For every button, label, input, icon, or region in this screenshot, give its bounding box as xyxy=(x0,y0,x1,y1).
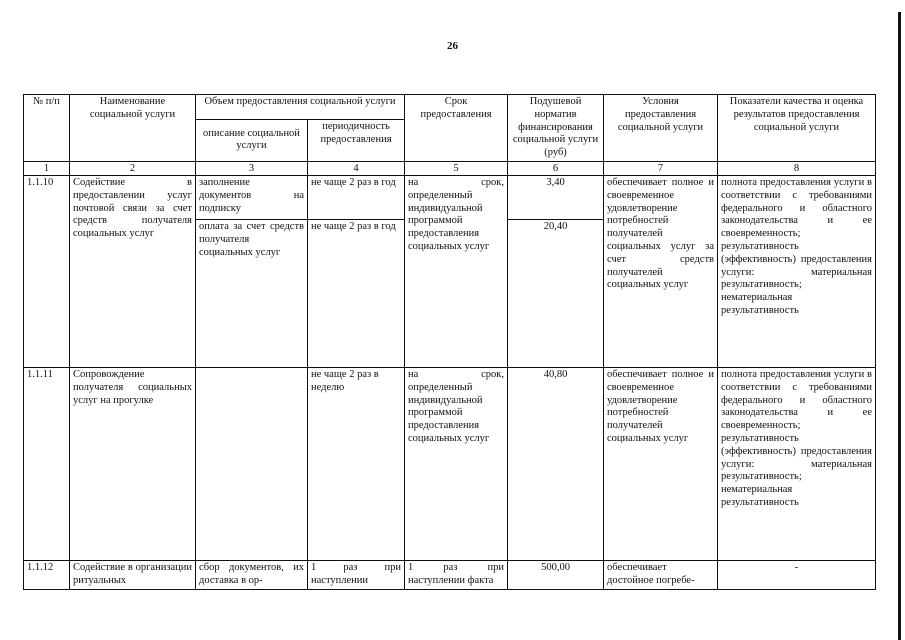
service-term: на срок, определенный индивидуальной программой предоставления социальных услуг xyxy=(405,367,508,560)
service-description xyxy=(196,367,308,560)
column-number: 6 xyxy=(508,161,604,175)
service-conditions: обеспечивает полное и своевременное удовлетворение потребностей получателей социальных услуг xyxy=(604,367,718,560)
quality-indicators: полнота предоставления услуги в соответствии с требованиями федерального и областного законодательства и ее своевременность; результативность (эффективность) предоставления услуги: материальная результативность; нематериальная результативность xyxy=(718,175,876,367)
quality-indicators: полнота предоставления услуги в соответствии с требованиями федерального и областного законодательства и ее своевременность; результативность (эффективность) предоставления услуги: материальная результативность; нематериальная результативность xyxy=(718,367,876,560)
table-row xyxy=(24,175,876,219)
row-number: 1.1.11 xyxy=(24,367,70,560)
row-number: 1.1.12 xyxy=(24,560,70,589)
column-number: 4 xyxy=(308,161,405,175)
service-name: Сопровождение получателя социальных услуг на прогулке xyxy=(70,367,196,560)
service-periodicity: 1 раз при наступлении xyxy=(308,560,405,589)
header-number: № п/п xyxy=(24,95,70,162)
service-conditions: обеспечивает достойное погребе- xyxy=(604,560,718,589)
row-number: 1.1.10 xyxy=(24,175,70,367)
column-number: 8 xyxy=(718,161,876,175)
per-capita-norm: 40,80 xyxy=(508,367,604,560)
service-description: сбор документов, их доставка в ор- xyxy=(196,560,308,589)
header-conditions: Условия предоставления социальной услуги xyxy=(604,95,718,162)
service-description: заполнение документов на подписку xyxy=(196,175,308,219)
column-number: 1 xyxy=(24,161,70,175)
header-service-name: Наименование социальной услуги xyxy=(70,95,196,162)
header-description: описание социальной услуги xyxy=(196,119,308,161)
service-term: 1 раз при наступлении факта xyxy=(405,560,508,589)
column-number-row xyxy=(24,161,876,175)
header-quality-indicators: Показатели качества и оценка результатов предоставления социальной услуги xyxy=(718,95,876,162)
service-conditions: обеспечивает полное и своевременное удовлетворение потребностей получателей социальных услуг за счет средств получателей социальных услуг xyxy=(604,175,718,367)
social-services-table xyxy=(23,94,876,590)
service-periodicity: не чаще 2 раз в год xyxy=(308,175,405,219)
service-term: на срок, определенный индивидуальной программой предоставления социальных услуг xyxy=(405,175,508,367)
quality-indicators: - xyxy=(718,560,876,589)
page-number: 26 xyxy=(447,40,458,52)
service-name: Содействие в предоставлении услуг почтовой связи за счет средств получателя социальных услуг xyxy=(70,175,196,367)
column-number: 5 xyxy=(405,161,508,175)
per-capita-norm: 500,00 xyxy=(508,560,604,589)
header-periodicity: периодичность предоставления xyxy=(308,119,405,161)
per-capita-norm: 3,40 xyxy=(508,175,604,219)
table-row xyxy=(24,367,876,560)
service-periodicity: не чаще 2 раз в год xyxy=(308,219,405,367)
service-name: Содействие в организации ритуальных xyxy=(70,560,196,589)
column-number: 7 xyxy=(604,161,718,175)
header-row-1 xyxy=(24,95,876,120)
table-row xyxy=(24,560,876,589)
scan-edge-line xyxy=(898,12,901,640)
service-description: оплата за счет средств получателя социальных услуг xyxy=(196,219,308,367)
per-capita-norm: 20,40 xyxy=(508,219,604,367)
header-volume-group: Объем предоставления социальной услуги xyxy=(196,95,405,120)
header-per-capita-norm: Подушевой норматив финансирования социальной услуги (руб) xyxy=(508,95,604,162)
header-term: Срок предоставления xyxy=(405,95,508,162)
service-periodicity: не чаще 2 раз в неделю xyxy=(308,367,405,560)
column-number: 3 xyxy=(196,161,308,175)
column-number: 2 xyxy=(70,161,196,175)
